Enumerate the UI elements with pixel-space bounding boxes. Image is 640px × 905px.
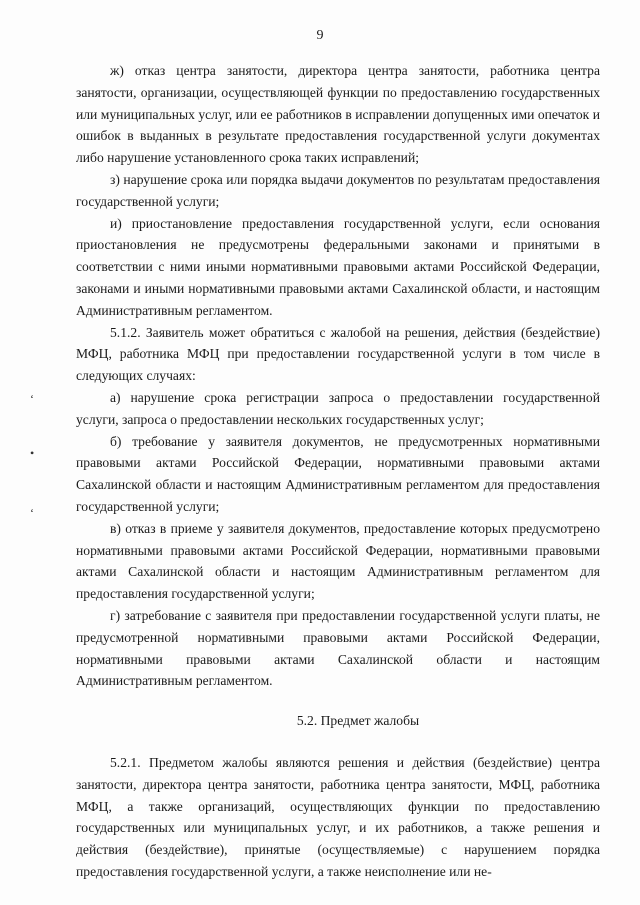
margin-mark: ʻ: [30, 392, 34, 406]
section-heading: 5.2. Предмет жалобы: [296, 713, 420, 729]
paragraph-a: а) нарушение срока регистрации запроса о предоставлении государственной услуги, запроса о предоставлении нескольких государственных услуг;: [76, 389, 600, 427]
paragraph-z: з) нарушение срока или порядка выдачи документов по результатам предоставления государственной услуги;: [76, 171, 600, 209]
document-body: [76, 60, 600, 883]
page-number: 9: [316, 28, 324, 43]
margin-mark: •: [30, 446, 35, 460]
paragraph-i: и) приостановление предоставления государственной услуги, если основания приостановления не предусмотрены федеральными законами и принятыми в соответствии с ними иными нормативными правовыми актами Российской Федерации, законами и иными нормативными правовыми актами Сахалинской области, и настоящим Административным регламентом.: [76, 215, 600, 318]
paragraph-g: г) затребование с заявителя при предоставлении государственной услуги платы, не предусмотренной нормативными правовыми актами Российской Федерации, нормативными правовыми актами Сахалинской области и настоящим Административным регламентом.: [76, 607, 600, 689]
margin-mark: ʻ: [30, 506, 34, 520]
paragraph-5-1-2: 5.1.2. Заявитель может обратиться с жалобой на решения, действия (бездействие) МФЦ, работника МФЦ при предоставлении государственной услуги в том числе в следующих случаях:: [76, 324, 600, 384]
paragraph-v: в) отказ в приеме у заявителя документов, предоставление которых предусмотрено нормативными правовыми актами Российской Федерации, нормативными правовыми актами Сахалинской области и настоящим Административным регламентом для предоставления государственной услуги;: [76, 520, 600, 602]
paragraph-zh: ж) отказ центра занятости, директора центра занятости, работника центра занятости, организации, осуществляющей функции по предоставлению государственных или муниципальных услуг, или ее работников в исправлении допущенных ими опечаток и ошибок в выданных в результате предоставления государственной услуги документах либо нарушение установленного срока таких исправлений;: [76, 63, 600, 166]
paragraph-b: б) требование у заявителя документов, не предусмотренных нормативными правовыми актами Российской Федерации, нормативными правовыми актами Сахалинской области и настоящим Административным регламентом для предоставления государственной услуги;: [76, 433, 600, 514]
paragraph-5-2-1: 5.2.1. Предметом жалобы являются решения и действия (бездействие) центра занятости, директора центра занятости, работника центра занятости, МФЦ, работника МФЦ, а также организаций, осуществляющих функции по предоставлению государственных или муниципальных услуг, и их работников, а также решения и действия (бездействие), принятые (осуществляемые) с нарушением порядка предоставления государственной услуги, а также неисполнение или не-: [76, 754, 600, 879]
